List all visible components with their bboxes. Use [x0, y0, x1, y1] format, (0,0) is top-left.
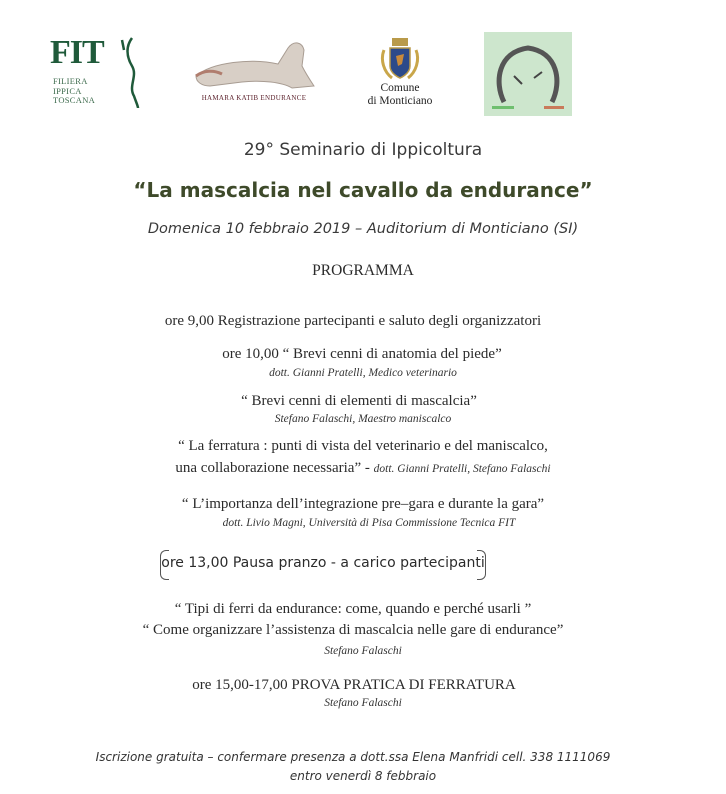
fit-line-2: IPPICA — [53, 85, 82, 96]
speaker-pratelli-falaschi: dott. Gianni Pratelli, Stefano Falaschi — [373, 463, 551, 475]
date-place: Domenica 10 febbraio 2019 – Auditorium di Monticiano (SI) — [147, 221, 579, 237]
speaker-falaschi-1: Stefano Falaschi — [324, 645, 402, 657]
program-item-mascalcia: “ Brevi cenni di elementi di mascalcia” — [241, 393, 477, 409]
program-item-prova-pratica: ore 15,00-17,00 PROVA PRATICA DI FERRATURA — [192, 677, 516, 693]
speaker-pratelli: dott. Gianni Pratelli, Medico veterinario — [269, 367, 457, 379]
speaker-magni: dott. Livio Magni, Università di Pisa Commissione Tecnica FIT — [222, 517, 516, 529]
program-item-anatomy: ore 10,00 “ Brevi cenni di anatomia del piede” — [222, 346, 502, 362]
lunch-break-box — [160, 550, 486, 580]
program-item-assistenza: “ Come organizzare l’assistenza di mascalcia nelle gare di endurance” — [142, 622, 564, 638]
horse-rider-sculpture-icon — [192, 36, 316, 94]
hamara-katib-logo — [192, 36, 316, 106]
fit-line-3: TOSCANA — [53, 95, 96, 105]
programma-heading: PROGRAMMA — [312, 262, 414, 279]
comune-line-2: di Monticiano — [367, 95, 433, 107]
seminar-edition: 29° Seminario di Ippicoltura — [243, 140, 483, 160]
program-item-registration: ore 9,00 Registrazione partecipanti e saluto degli organizzatori — [164, 313, 542, 329]
lunch-break-text: ore 13,00 Pausa pranzo - a carico partecipanti — [161, 555, 485, 571]
scuola-mascalcia-logo — [484, 32, 572, 116]
registration-deadline: entro venerdì 8 febbraio — [289, 769, 437, 783]
speaker-falaschi-maestro: Stefano Falaschi, Maestro maniscalco — [274, 413, 452, 425]
coat-of-arms-icon — [378, 36, 422, 82]
fit-mark: FIT — [50, 34, 104, 71]
program-item-ferratura-line1: “ La ferratura : punti di vista del veterinario e del maniscalco, — [178, 438, 548, 454]
comune-logo — [360, 32, 440, 124]
horseshoe-emblem-icon — [484, 32, 572, 116]
program-item-integrazione: “ L’importanza dell’integrazione pre–gara e durante la gara” — [181, 496, 545, 512]
speaker-falaschi-2: Stefano Falaschi — [324, 697, 402, 709]
hamara-text: HAMARA KATIB ENDURANCE — [201, 94, 307, 102]
fit-line-1: FILIERA — [53, 76, 88, 86]
program-item-tipi-ferri: “ Tipi di ferri da endurance: come, quando e perché usarli ” — [174, 601, 532, 617]
seminar-title: “La mascalcia nel cavallo da endurance” — [133, 178, 593, 202]
program-item-ferratura-line2: una collaborazione necessaria” - dott. Gianni Pratelli, Stefano Falaschi — [175, 460, 551, 476]
horse-head-outline-icon — [116, 36, 156, 110]
registration-note: Iscrizione gratuita – confermare presenza a dott.ssa Elena Manfridi cell. 338 1111069 — [95, 750, 611, 764]
fit-logo — [50, 34, 160, 110]
comune-line-1: Comune — [380, 82, 420, 94]
